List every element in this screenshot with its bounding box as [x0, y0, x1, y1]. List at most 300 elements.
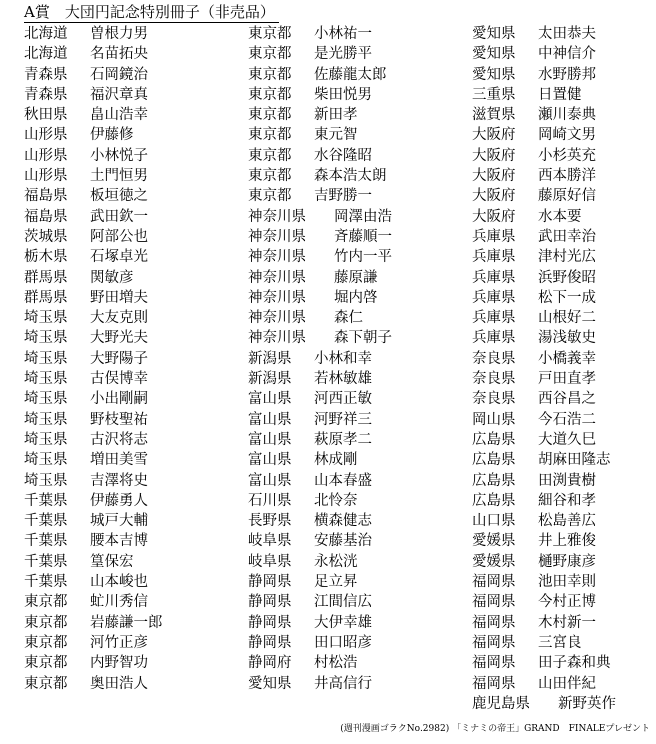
prefecture: 岐阜県: [248, 553, 292, 570]
prefecture: 埼玉県: [24, 350, 68, 367]
winner-row: [248, 450, 392, 470]
winner-name: 今石浩二: [538, 411, 596, 428]
winner-row: [24, 369, 163, 389]
prefecture: 東京都: [248, 188, 292, 205]
winner-row: [472, 633, 616, 653]
winner-name: 是光勝平: [314, 46, 372, 63]
winner-row: [248, 227, 392, 247]
winner-name: 足立昇: [314, 574, 358, 591]
winner-row: [248, 85, 392, 105]
winner-name: 小杉英充: [538, 147, 596, 164]
winner-row: [24, 613, 163, 633]
prefecture: 福島県: [24, 208, 68, 225]
prefecture: 富山県: [248, 391, 292, 408]
prefecture: 神奈川県: [248, 269, 306, 286]
winner-row: [24, 186, 163, 206]
winner-name: 河野祥三: [314, 411, 372, 428]
prefecture: 神奈川県: [248, 310, 306, 327]
winner-name: 吉野勝一: [314, 188, 372, 205]
winner-row: [24, 247, 163, 267]
prefecture: 大阪府: [472, 188, 516, 205]
prefecture: 富山県: [248, 452, 292, 469]
winner-row: [24, 410, 163, 430]
winner-name: 小林祐一: [314, 26, 372, 42]
winner-name: 浜野俊昭: [538, 269, 596, 286]
prefecture: 兵庫県: [472, 269, 516, 286]
winner-row: [472, 349, 616, 369]
winner-name: 西本勝洋: [538, 168, 596, 185]
winner-name: 佐藤龍太郎: [314, 66, 387, 83]
winner-row: [248, 430, 392, 450]
winner-name: 中神信介: [538, 46, 596, 63]
winner-name: 石岡鏡治: [90, 66, 148, 83]
winner-row: [472, 511, 616, 531]
prefecture: 長野県: [248, 513, 292, 530]
winner-row: [24, 653, 163, 673]
winner-name: 山根好二: [538, 310, 596, 327]
prefecture: 静岡県: [248, 634, 292, 651]
winner-row: [472, 653, 616, 673]
winner-row: [248, 207, 392, 227]
winner-name: 永松洸: [314, 553, 358, 570]
prefecture: 神奈川県: [248, 289, 306, 306]
prefecture: 奈良県: [472, 391, 516, 408]
winner-row: [24, 552, 163, 572]
winner-row: [248, 653, 392, 673]
prefecture: 石川県: [248, 492, 292, 509]
winner-name: 小林和幸: [314, 350, 372, 367]
prefecture: 鹿児島県: [472, 695, 530, 712]
prefecture: 岡山県: [472, 411, 516, 428]
prefecture: 神奈川県: [248, 249, 306, 266]
footer-note: (週刊漫画ゴラクNo.2982) 「ミナミの帝王」GRAND FINALEプレゼント: [340, 724, 650, 734]
winner-name: 新野英作: [558, 695, 616, 712]
winner-name: 山本春盛: [314, 472, 372, 489]
prefecture: 東京都: [248, 66, 292, 83]
prefecture: 富山県: [248, 472, 292, 489]
prefecture: 富山県: [248, 411, 292, 428]
winner-name: 岡崎文男: [538, 127, 596, 144]
prefecture: 広島県: [472, 452, 516, 469]
winner-row: [24, 389, 163, 409]
winner-name: 松下一成: [538, 289, 596, 306]
winner-name: 古俣博幸: [90, 371, 148, 388]
winner-name: 畠山浩幸: [90, 107, 148, 124]
winner-name: 池田幸則: [538, 574, 596, 591]
winner-row: [24, 207, 163, 227]
prefecture: 岐阜県: [248, 533, 292, 550]
prefecture: 福岡県: [472, 634, 516, 651]
prefecture: 山形県: [24, 127, 68, 144]
prefecture: 福岡県: [472, 594, 516, 611]
winner-name: 日置健: [538, 86, 582, 103]
winner-row: [472, 308, 616, 328]
winner-row: [472, 389, 616, 409]
prefecture: 千葉県: [24, 574, 68, 591]
winner-name: 水本要: [538, 208, 582, 225]
winner-row: [248, 389, 392, 409]
prefecture: 福島県: [24, 188, 68, 205]
winner-row: [248, 592, 392, 612]
winner-row: [248, 369, 392, 389]
winner-name: 安藤基治: [314, 533, 372, 550]
prefecture: 東京都: [248, 168, 292, 185]
prefecture: 東京都: [248, 86, 292, 103]
winner-name: 萩原孝二: [314, 431, 372, 448]
prefecture: 静岡県: [248, 614, 292, 631]
winner-row: [472, 44, 616, 64]
winner-name: 若林敏雄: [314, 371, 372, 388]
winner-row: [24, 511, 163, 531]
prefecture: 群馬県: [24, 269, 68, 286]
winner-name: 水野勝邦: [538, 66, 596, 83]
winner-row: [248, 186, 392, 206]
winner-row: [472, 85, 616, 105]
prefecture: 茨城県: [24, 228, 68, 245]
winner-row: [248, 308, 392, 328]
winner-name: 林成剛: [314, 452, 358, 469]
winner-name: 関敏彦: [90, 269, 134, 286]
prefecture: 静岡県: [248, 574, 292, 591]
winner-row: [472, 24, 616, 44]
winner-name: 増田美雪: [90, 452, 148, 469]
winner-name: 伊藤修: [90, 127, 134, 144]
prefecture: 東京都: [248, 107, 292, 124]
winner-name: 虻川秀信: [90, 594, 148, 611]
winner-name: 伊藤勇人: [90, 492, 148, 509]
prefecture: 東京都: [24, 634, 68, 651]
winner-name: 森仁: [334, 310, 363, 327]
prefecture: 神奈川県: [248, 330, 306, 347]
winner-name: 山本峻也: [90, 574, 148, 591]
winner-row: [472, 592, 616, 612]
winner-row: [24, 674, 163, 694]
winner-name: 湯浅敏史: [538, 330, 596, 347]
prefecture: 東京都: [24, 655, 68, 672]
winner-name: 松島善広: [538, 513, 596, 530]
winner-row: [472, 694, 616, 714]
winner-row: [248, 24, 392, 44]
prefecture: 神奈川県: [248, 228, 306, 245]
winner-row: [24, 166, 163, 186]
winner-row: [248, 166, 392, 186]
winner-name: 堀内啓: [334, 289, 378, 306]
winner-row: [472, 186, 616, 206]
winner-row: [24, 125, 163, 145]
prefecture: 愛知県: [472, 26, 516, 42]
winner-name: 古沢将志: [90, 431, 148, 448]
winner-name: 岩藤謙一郎: [90, 614, 163, 631]
winner-name: 田渕貴樹: [538, 472, 596, 489]
prefecture: 千葉県: [24, 513, 68, 530]
winner-name: 細谷和孝: [538, 492, 596, 509]
prefecture: 愛媛県: [472, 533, 516, 550]
winner-row: [24, 268, 163, 288]
prefecture: 兵庫県: [472, 228, 516, 245]
winner-row: [24, 65, 163, 85]
winner-name: 山田伴紀: [538, 675, 596, 692]
winner-row: [24, 146, 163, 166]
winner-row: [248, 125, 392, 145]
winner-row: [24, 24, 163, 44]
winner-row: [24, 349, 163, 369]
prefecture: 新潟県: [248, 371, 292, 388]
prefecture: 千葉県: [24, 492, 68, 509]
winner-row: [24, 288, 163, 308]
winner-name: 今村正博: [538, 594, 596, 611]
winner-row: [24, 227, 163, 247]
winner-column-1: [24, 24, 163, 694]
winner-name: 水谷隆昭: [314, 147, 372, 164]
winner-name: 森本浩太朗: [314, 168, 387, 185]
prefecture: 山口県: [472, 513, 516, 530]
prefecture: 広島県: [472, 492, 516, 509]
winner-row: [472, 207, 616, 227]
winner-name: 田口昭彦: [314, 634, 372, 651]
prefecture: 埼玉県: [24, 411, 68, 428]
prefecture: 群馬県: [24, 289, 68, 306]
winner-name: 井高信行: [314, 675, 372, 692]
winner-row: [248, 674, 392, 694]
winner-row: [24, 105, 163, 125]
prefecture: 兵庫県: [472, 289, 516, 306]
winner-row: [472, 674, 616, 694]
winner-name: 大野光夫: [90, 330, 148, 347]
winner-row: [248, 572, 392, 592]
winner-row: [472, 328, 616, 348]
winner-row: [248, 328, 392, 348]
winner-row: [248, 247, 392, 267]
prefecture: 東京都: [248, 46, 292, 63]
winner-column-2: [248, 24, 392, 694]
prefecture: 福岡県: [472, 655, 516, 672]
winner-row: [248, 552, 392, 572]
winner-name: 江間信広: [314, 594, 372, 611]
prefecture: 東京都: [24, 675, 68, 692]
prefecture: 奈良県: [472, 371, 516, 388]
winner-name: 野田増夫: [90, 289, 148, 306]
winner-name: 津村光広: [538, 249, 596, 266]
prefecture: 青森県: [24, 86, 68, 103]
prefecture: 滋賀県: [472, 107, 516, 124]
winner-name: 小橋義幸: [538, 350, 596, 367]
winner-row: [24, 592, 163, 612]
winner-row: [248, 349, 392, 369]
winner-row: [248, 44, 392, 64]
winner-name: 大道久巳: [538, 431, 596, 448]
prefecture: 静岡府: [248, 655, 292, 672]
winner-name: 城戸大輔: [90, 513, 148, 530]
winner-row: [24, 491, 163, 511]
prefecture: 秋田県: [24, 107, 68, 124]
winner-name: 北怜奈: [314, 492, 358, 509]
winner-name: 奥田浩人: [90, 675, 148, 692]
winner-name: 小出剛嗣: [90, 391, 148, 408]
winner-row: [472, 613, 616, 633]
prefecture: 埼玉県: [24, 472, 68, 489]
winner-row: [472, 410, 616, 430]
prefecture: 福岡県: [472, 614, 516, 631]
winner-name: 藤原謙: [334, 269, 378, 286]
winner-name: 小林悦子: [90, 147, 148, 164]
winner-row: [24, 328, 163, 348]
prefecture: 奈良県: [472, 350, 516, 367]
prefecture: 愛媛県: [472, 553, 516, 570]
prefecture: 兵庫県: [472, 310, 516, 327]
prefecture: 福岡県: [472, 675, 516, 692]
winner-name: 太田恭夫: [538, 26, 596, 42]
winner-name: 竹内一平: [334, 249, 392, 266]
winner-row: [24, 44, 163, 64]
prefecture: 東京都: [248, 127, 292, 144]
winner-name: 田子森和典: [538, 655, 611, 672]
winner-name: 岡澤由浩: [334, 208, 392, 225]
winner-row: [24, 85, 163, 105]
winner-name: 樋野康彦: [538, 553, 596, 570]
prefecture: 栃木県: [24, 249, 68, 266]
winner-row: [472, 65, 616, 85]
winner-row: [472, 450, 616, 470]
winner-name: 森下朝子: [334, 330, 392, 347]
winner-row: [248, 471, 392, 491]
prefecture: 山形県: [24, 147, 68, 164]
prefecture: 東京都: [24, 594, 68, 611]
winner-name: 腰本吉博: [90, 533, 148, 550]
prefecture: 埼玉県: [24, 391, 68, 408]
prefecture: 埼玉県: [24, 452, 68, 469]
winner-row: [24, 430, 163, 450]
winner-name: 河竹正彦: [90, 634, 148, 651]
winner-row: [24, 308, 163, 328]
winner-row: [472, 572, 616, 592]
winner-name: 西谷昌之: [538, 391, 596, 408]
prefecture: 東京都: [24, 614, 68, 631]
winner-row: [472, 247, 616, 267]
prefecture: 愛知県: [472, 46, 516, 63]
prefecture: 東京都: [248, 26, 292, 42]
prefecture: 埼玉県: [24, 431, 68, 448]
winner-name: 曽根力男: [90, 26, 148, 42]
prefecture: 大阪府: [472, 208, 516, 225]
winner-row: [472, 105, 616, 125]
winner-name: 東元智: [314, 127, 358, 144]
winner-row: [248, 531, 392, 551]
winner-name: 名苗拓央: [90, 46, 148, 63]
winner-name: 大伊幸雄: [314, 614, 372, 631]
winner-name: 柴田悦男: [314, 86, 372, 103]
page-title: A賞 大団円記念特別冊子（非売品）: [24, 2, 279, 23]
prefecture: 北海道: [24, 46, 68, 63]
prefecture: 埼玉県: [24, 371, 68, 388]
prefecture: 新潟県: [248, 350, 292, 367]
winner-row: [248, 511, 392, 531]
prefecture: 北海道: [24, 26, 68, 42]
winner-row: [472, 471, 616, 491]
winner-name: 武田幸治: [538, 228, 596, 245]
winner-row: [24, 471, 163, 491]
winner-row: [472, 430, 616, 450]
winner-name: 板垣徳之: [90, 188, 148, 205]
winner-name: 横森健志: [314, 513, 372, 530]
winner-row: [24, 633, 163, 653]
winner-row: [472, 166, 616, 186]
prefecture: 愛知県: [472, 66, 516, 83]
winner-row: [248, 268, 392, 288]
winner-row: [472, 552, 616, 572]
winner-row: [248, 410, 392, 430]
winner-row: [248, 491, 392, 511]
winner-name: 篁保宏: [90, 553, 134, 570]
prefecture: 三重県: [472, 86, 516, 103]
winner-name: 武田欽一: [90, 208, 148, 225]
winner-column-3: [472, 24, 616, 714]
prefecture: 山形県: [24, 168, 68, 185]
winner-name: 内野智功: [90, 655, 148, 672]
winner-row: [24, 572, 163, 592]
prefecture: 埼玉県: [24, 310, 68, 327]
winner-row: [472, 125, 616, 145]
winner-name: 河西正敏: [314, 391, 372, 408]
winner-name: 大友克則: [90, 310, 148, 327]
prefecture: 大阪府: [472, 147, 516, 164]
winner-name: 胡麻田隆志: [538, 452, 611, 469]
winner-name: 石塚卓光: [90, 249, 148, 266]
winner-name: 吉澤将史: [90, 472, 148, 489]
winner-row: [472, 531, 616, 551]
winner-name: 瀬川泰典: [538, 107, 596, 124]
winner-name: 新田孝: [314, 107, 358, 124]
prefecture: 兵庫県: [472, 330, 516, 347]
prefecture: 広島県: [472, 431, 516, 448]
prefecture: 神奈川県: [248, 208, 306, 225]
winner-name: 井上雅俊: [538, 533, 596, 550]
winner-row: [248, 146, 392, 166]
winner-row: [248, 613, 392, 633]
winner-name: 野枝聖祐: [90, 411, 148, 428]
prefecture: 千葉県: [24, 553, 68, 570]
winner-name: 木村新一: [538, 614, 596, 631]
prefecture: 富山県: [248, 431, 292, 448]
prefecture: 青森県: [24, 66, 68, 83]
prefecture: 静岡県: [248, 594, 292, 611]
winner-row: [472, 491, 616, 511]
prefecture: 千葉県: [24, 533, 68, 550]
winner-name: 土門恒男: [90, 168, 148, 185]
winner-row: [248, 633, 392, 653]
winner-row: [248, 105, 392, 125]
winner-row: [472, 288, 616, 308]
prefecture: 広島県: [472, 472, 516, 489]
prefecture: 福岡県: [472, 574, 516, 591]
winner-name: 福沢章真: [90, 86, 148, 103]
winner-name: 斉藤順一: [334, 228, 392, 245]
winner-name: 大野陽子: [90, 350, 148, 367]
prefecture: 兵庫県: [472, 249, 516, 266]
winner-name: 藤原好信: [538, 188, 596, 205]
winner-row: [24, 450, 163, 470]
winner-row: [472, 369, 616, 389]
prefecture: 埼玉県: [24, 330, 68, 347]
prefecture: 東京都: [248, 147, 292, 164]
winner-row: [248, 288, 392, 308]
prefecture: 愛知県: [248, 675, 292, 692]
winner-row: [472, 227, 616, 247]
winner-row: [472, 268, 616, 288]
winner-name: 戸田直孝: [538, 371, 596, 388]
winner-name: 三宮良: [538, 634, 582, 651]
winner-name: 村松浩: [314, 655, 358, 672]
prefecture: 大阪府: [472, 127, 516, 144]
